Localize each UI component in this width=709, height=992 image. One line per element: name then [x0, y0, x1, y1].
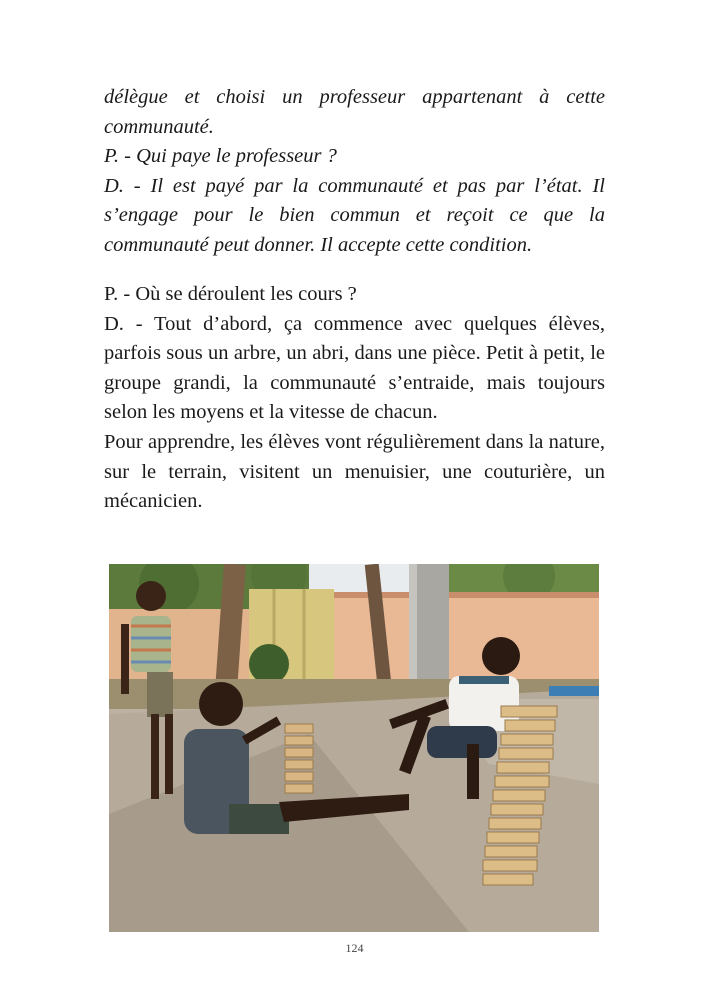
paragraph-continuation: délègue et choisi un professeur appartenant à cette communauté. — [104, 86, 605, 138]
paragraph-learning-outings: Pour apprendre, les élèves vont régulièrement dans la nature, sur le terrain, visitent un menuisier, une couturière, un mécanicien. — [104, 430, 605, 513]
photo-children-wooden-blocks — [109, 564, 599, 932]
answer-class-location: D. - Tout d’abord, ça commence avec quelques élèves, parfois sous un arbre, un abri, dans une pièce. Petit à petit, le groupe grandi, la communauté s’entraide, mais toujours selon les moyens et la vitesse de chacun. — [104, 312, 605, 424]
page-number: 124 — [345, 941, 364, 955]
question-class-location: P. - Où se déroulent les cours ? — [104, 283, 357, 305]
answer-teacher-pay: D. - Il est payé par la communauté et pas par l’état. Il s’engage pour le bien commun et reçoit ce que la communauté peut donner. Il accepte cette condition. — [104, 174, 605, 256]
question-teacher-pay: P. - Qui paye le professeur ? — [104, 145, 337, 168]
italic-interview-section — [104, 83, 605, 261]
regular-interview-section — [104, 280, 605, 517]
